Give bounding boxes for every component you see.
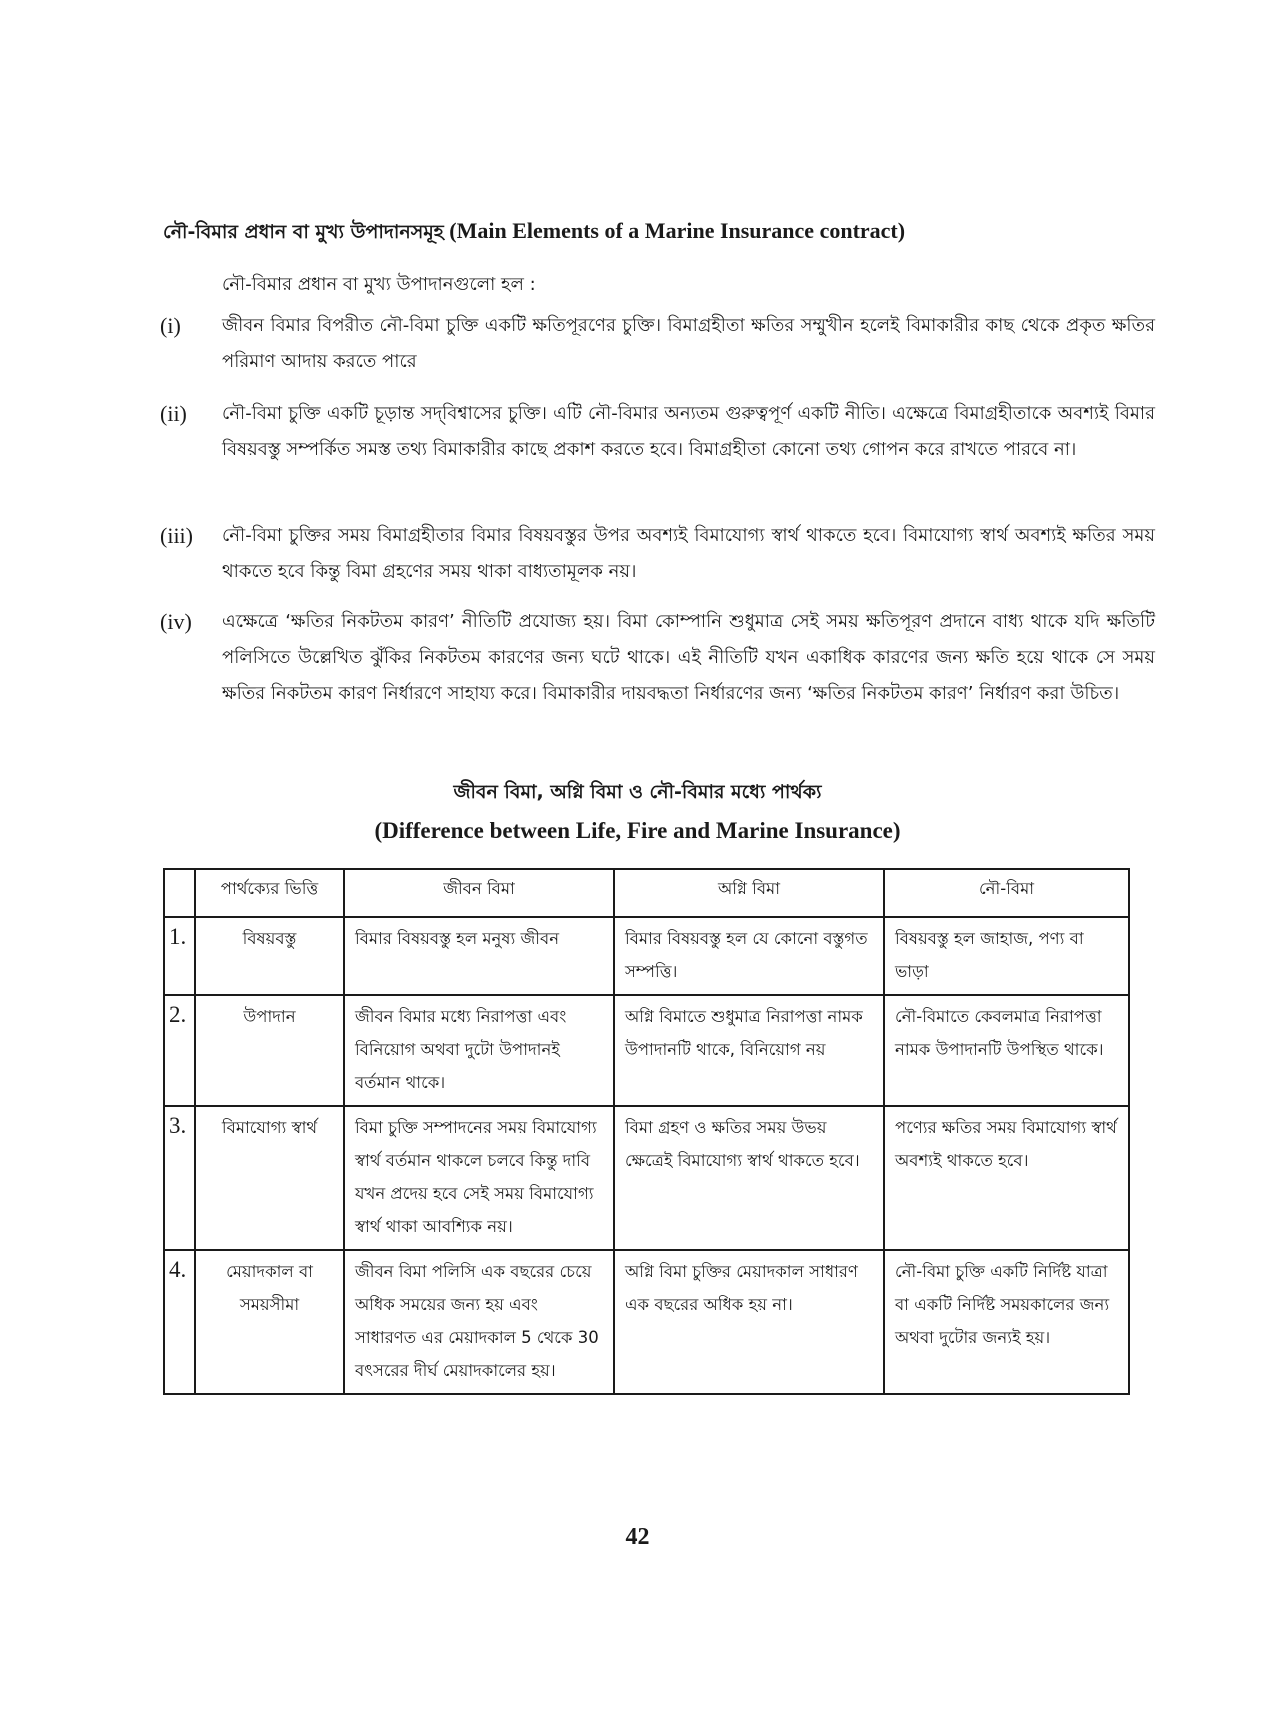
list-item bbox=[160, 604, 1155, 712]
row-basis: মেয়াদকাল বা সময়সীমা bbox=[195, 1250, 344, 1394]
row-fire: অগ্নি বিমা চুক্তির মেয়াদকাল সাধারণ এক বছরের অধিক হয় না। bbox=[614, 1250, 884, 1394]
list-item-text: নৌ-বিমা চুক্তি একটি চূড়ান্ত সদ্‌বিশ্বাসের চুক্তি। এটি নৌ-বিমার অন্যতম গুরুত্বপূর্ণ একটি নীতি। এক্ষেত্রে বিমাগ্রহীতাকে অবশ্যই বিমার বিষয়বস্তু সম্পর্কিত সমস্ত তথ্য বিমাকারীর কাছে প্রকাশ করতে হবে। বিমাগ্রহীতা কোনো তথ্য গোপন করে রাখতে পারবে না। bbox=[222, 403, 1155, 460]
list-item-number: (i) bbox=[160, 313, 181, 338]
section-heading-en: (Main Elements of a Marine Insurance contract) bbox=[449, 218, 906, 243]
row-fire: বিমার বিষয়বস্তু হল যে কোনো বস্তুগত সম্পত্তি। bbox=[614, 917, 884, 995]
row-life: জীবন বিমা পলিসি এক বছরের চেয়ে অধিক সময়ের জন্য হয় এবং সাধারণত এর মেয়াদকাল 5 থেকে 30 বৎসরের দীর্ঘ মেয়াদকালের হয়। bbox=[344, 1250, 614, 1394]
row-life: জীবন বিমার মধ্যে নিরাপত্তা এবং বিনিয়োগ অথবা দুটো উপাদানই বর্তমান থাকে। bbox=[344, 995, 614, 1106]
table-row bbox=[164, 1106, 1129, 1250]
list-item-number: (iii) bbox=[160, 523, 193, 548]
row-basis: উপাদান bbox=[195, 995, 344, 1106]
row-number: 2. bbox=[164, 995, 195, 1106]
list-item-text: নৌ-বিমা চুক্তির সময় বিমাগ্রহীতার বিমার বিষয়বস্তুর উপর অবশ্যই বিমাযোগ্য স্বার্থ থাকতে হবে। বিমাযোগ্য স্বার্থ অবশ্যই ক্ষতির সময় থাকতে হবে কিন্তু বিমা গ্রহণের সময় থাকা বাধ্যতামূলক নয়। bbox=[222, 525, 1155, 582]
intro-text: নৌ-বিমার প্রধান বা মুখ্য উপাদানগুলো হল : bbox=[222, 274, 536, 295]
page-number: 42 bbox=[625, 1524, 650, 1550]
section-heading bbox=[163, 218, 905, 250]
row-marine: বিষয়বস্তু হল জাহাজ, পণ্য বা ভাড়া bbox=[884, 917, 1129, 995]
table-title-en: (Difference between Life, Fire and Marine Insurance) bbox=[374, 818, 901, 843]
list-item bbox=[160, 518, 1155, 590]
row-number: 1. bbox=[164, 917, 195, 995]
row-life: বিমা চুক্তি সম্পাদনের সময় বিমাযোগ্য স্বার্থ বর্তমান থাকলে চলবে কিন্তু দাবি যখন প্রদেয় হবে সেই সময় বিমাযোগ্য স্বার্থ থাকা আবশ্যিক নয়। bbox=[344, 1106, 614, 1250]
table-title-bn: জীবন বিমা, অগ্নি বিমা ও নৌ-বিমার মধ্যে পার্থক্য bbox=[453, 781, 822, 803]
row-marine: নৌ-বিমা চুক্তি একটি নির্দিষ্ট যাত্রা বা একটি নির্দিষ্ট সময়কালের জন্য অথবা দুটোর জন্যই হয়। bbox=[884, 1250, 1129, 1394]
row-basis: বিমাযোগ্য স্বার্থ bbox=[195, 1106, 344, 1250]
row-number: 3. bbox=[164, 1106, 195, 1250]
header-basis: পার্থক্যের ভিত্তি bbox=[195, 869, 344, 917]
list-item-number: (iv) bbox=[160, 609, 192, 634]
list-item bbox=[160, 396, 1155, 468]
difference-table bbox=[163, 868, 1130, 1395]
row-marine: পণ্যের ক্ষতির সময় বিমাযোগ্য স্বার্থ অবশ্যই থাকতে হবে। bbox=[884, 1106, 1129, 1250]
list-item-text: এক্ষেত্রে ‘ক্ষতির নিকটতম কারণ’ নীতিটি প্রযোজ্য হয়। বিমা কোম্পানি শুধুমাত্র সেই সময় ক্ষতিপূরণ প্রদানে বাধ্য থাকে যদি ক্ষতিটি পলিসিতে উল্লেখিত ঝুঁকির নিকটতম কারণের জন্য ঘটে থাকে। এই নীতিটি যখন একাধিক কারণের জন্য ক্ষতি হয়ে থাকে সে সময় ক্ষতির নিকটতম কারণ নির্ধারণে সাহায্য করে। বিমাকারীর দায়বদ্ধতা নির্ধারণের জন্য ‘ক্ষতির নিকটতম কারণ’ নির্ধারণ করা উচিত। bbox=[222, 611, 1155, 704]
list-item bbox=[160, 308, 1155, 380]
table-row bbox=[164, 1250, 1129, 1394]
row-number: 4. bbox=[164, 1250, 195, 1394]
row-fire: অগ্নি বিমাতে শুধুমাত্র নিরাপত্তা নামক উপাদানটি থাকে, বিনিয়োগ নয় bbox=[614, 995, 884, 1106]
list-item-number: (ii) bbox=[160, 401, 187, 426]
header-marine: নৌ-বিমা bbox=[884, 869, 1129, 917]
list-item-text: জীবন বিমার বিপরীত নৌ-বিমা চুক্তি একটি ক্ষতিপূরণের চুক্তি। বিমাগ্রহীতা ক্ষতির সম্মুখীন হলেই বিমাকারীর কাছ থেকে প্রকৃত ক্ষতির পরিমাণ আদায় করতে পারে bbox=[222, 315, 1155, 372]
row-marine: নৌ-বিমাতে কেবলমাত্র নিরাপত্তা নামক উপাদানটি উপস্থিত থাকে। bbox=[884, 995, 1129, 1106]
row-basis: বিষয়বস্তু bbox=[195, 917, 344, 995]
header-life: জীবন বিমা bbox=[344, 869, 614, 917]
table-row bbox=[164, 917, 1129, 995]
row-fire: বিমা গ্রহণ ও ক্ষতির সময় উভয় ক্ষেত্রেই বিমাযোগ্য স্বার্থ থাকতে হবে। bbox=[614, 1106, 884, 1250]
header-number bbox=[164, 869, 195, 917]
row-life: বিমার বিষয়বস্তু হল মনুষ্য জীবন bbox=[344, 917, 614, 995]
header-fire: অগ্নি বিমা bbox=[614, 869, 884, 917]
table-row bbox=[164, 995, 1129, 1106]
table-header-row bbox=[164, 869, 1129, 917]
section-heading-bn: নৌ-বিমার প্রধান বা মুখ্য উপাদানসমূহ bbox=[163, 221, 444, 243]
